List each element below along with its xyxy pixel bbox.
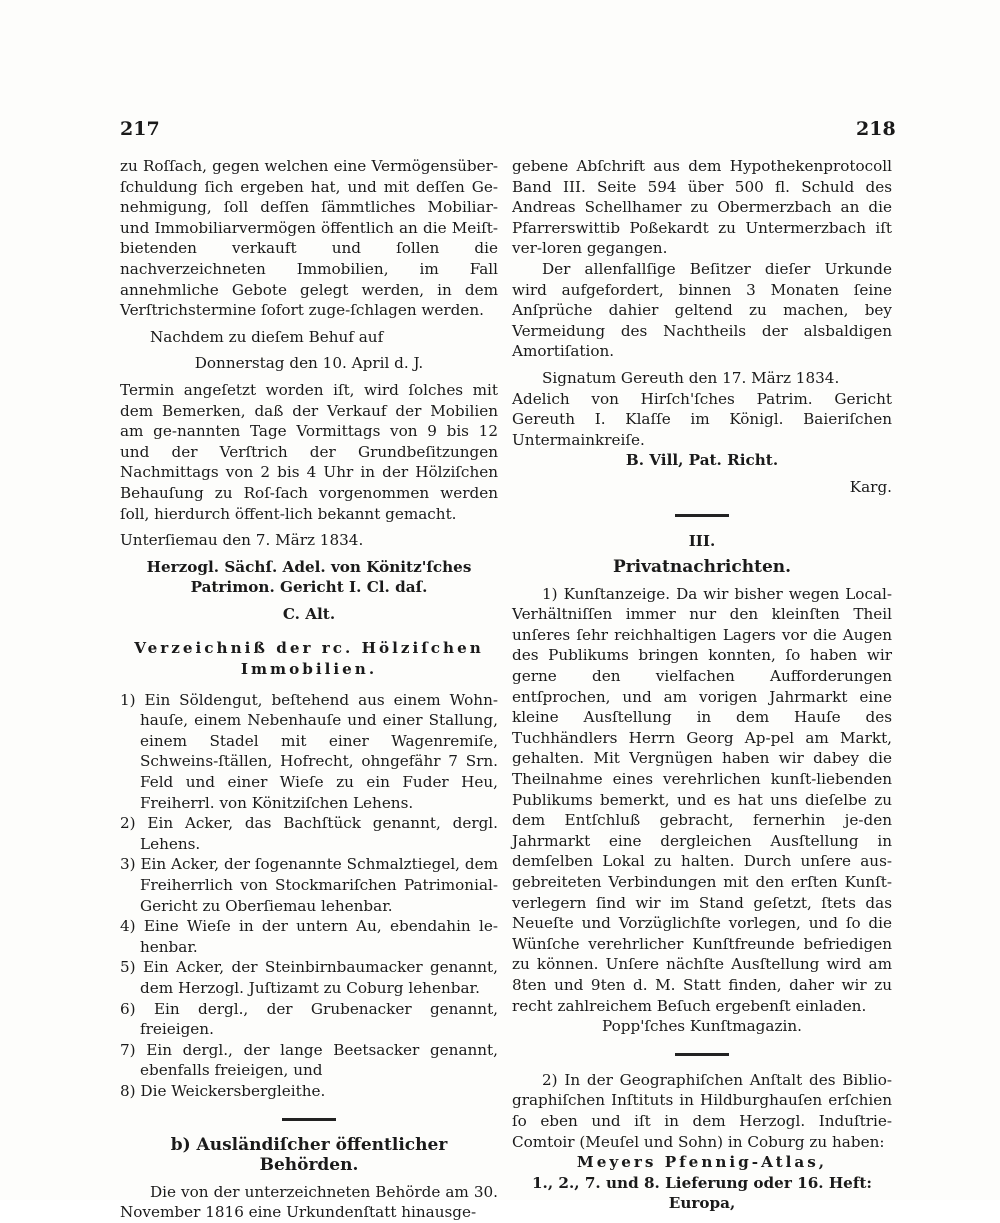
left-column <box>120 156 498 1223</box>
inventory-heading: Verzeichniß der rc. Hölziſchen Immobilien. <box>134 639 484 679</box>
section-b-heading: b) Ausländiſcher öffentlicher Behörden. <box>170 1134 448 1176</box>
place-date-line: Unterſiemau den 7. März 1834. <box>120 531 364 550</box>
signature-vill: B. Vill, Pat. Richt. <box>625 451 779 470</box>
section-divider <box>282 1118 336 1121</box>
paragraph-estate-sale: zu Roſſach, gegen welchen eine Vermögensüber-ſchuldung ſich ergeben hat, und mit deſſen Ge-nehmigung, ſoll deſſen ſämmtliches Mobiliar- und Immobiliarvermögen öffentlich an die Meiſt-bietenden verkauft und ſollen die nachverzeichneten Immobilien, im Fall annehmliche Gebote gelegt werden, in dem Verſtrichstermine ſofort zuge-ſchlagen werden. <box>120 157 498 320</box>
atlas-title: Meyers Pfennig-Atlas, <box>576 1153 828 1172</box>
atlas-subtitle: 1., 2., 7. und 8. Lieferung oder 16. Heft: Europa, <box>531 1173 872 1213</box>
list-item: 1) Ein Söldengut, beſtehend aus einem Wohn-hauſe, einem Nebenhauſe und einer Stallung, einem Stadel mit einer Wagenremiſe, Schweins-ſtällen, Hofrecht, ohngefähr 7 Srn. Feld und einer Wieſe zu ein Fuder Heu, Freiherrl. von Könitziſchen Lehens. <box>120 690 498 812</box>
section-number: III. <box>688 531 716 550</box>
section-b-text: Die von der unterzeichneten Behörde am 30. November 1816 eine Urkundenſtatt hinausge- <box>120 1182 498 1222</box>
list-item: 8) Die Weickersbergleithe. <box>120 1081 326 1100</box>
date-line: Donnerstag den 10. April d. J. <box>194 354 424 373</box>
list-item: 2) Ein Acker, das Bachſtück genannt, dergl. Lehens. <box>120 814 498 853</box>
page-number-left: 217 <box>120 118 160 140</box>
signature-alt: C. Alt. <box>282 604 336 623</box>
court-name-gereuth: Adelich von Hirſch'ſches Patrim. Gericht Gereuth I. Klaſſe im Königl. Baieriſchen Untermainkreiſe. <box>512 389 892 449</box>
paragraph-purpose: Nachdem zu dieſem Behuf auf <box>150 327 384 346</box>
section-divider <box>675 1053 729 1056</box>
paragraph-claim-notice: Der allenfallſige Beſitzer dieſer Urkunde wird aufgefordert, binnen 3 Monaten ſeine Anſprüche dahier geltend zu machen, bey Vermeidung des Nachtheils der alsbaldigen Amortiſation. <box>512 259 892 361</box>
list-item: 7) Ein dergl., der lange Beetsacker genannt, ebenfalls freieigen, und <box>120 1040 498 1080</box>
page-number-right: 218 <box>856 118 896 140</box>
notice-atlas: 2) In der Geographiſchen Anſtalt des Biblio-graphiſchen Inſtituts in Hildburghauſen erſchien ſo eben und iſt in dem Herzogl. Induſtrie-Comtoir (Meuſel und Sohn) in Coburg zu haben: <box>512 1070 892 1151</box>
court-name: Herzogl. Sächſ. Adel. von Könitz'ſches Patrimon. Gericht I. Cl. daſ. <box>146 557 472 597</box>
paragraph-lost-document: gebene Abſchrift aus dem Hypothekenprotocoll Band III. Seite 594 über 500 fl. Schuld des Andreas Schellhamer zu Obermerzbach an die Pfarrerswittib Poßekardt zu Untermerzbach iſt ver-loren gegangen. <box>512 157 892 258</box>
list-item: 3) Ein Acker, der ſogenannte Schmalztiegel, dem Freiherrlich von Stockmariſchen Patrimonial-Gericht zu Oberſiemau lehenbar. <box>120 855 498 915</box>
inventory-list <box>120 690 498 1102</box>
section-divider <box>675 514 729 517</box>
list-item: 6) Ein dergl., der Grubenacker genannt, freieigen. <box>120 999 498 1039</box>
list-item: 4) Eine Wieſe in der untern Au, ebendahin le-henbar. <box>120 917 498 956</box>
signatum-line: Signatum Gereuth den 17. März 1834. <box>542 368 840 387</box>
notice-art-signature: Popp'ſches Kunſtmagazin. <box>602 1017 802 1036</box>
section-title: Privatnachrichten. <box>612 557 792 578</box>
right-column <box>512 156 892 1214</box>
notice-art: 1) Kunſtanzeige. Da wir bisher wegen Local-Verhältniſſen immer nur den kleinſten Theil unſeres ſehr reichhaltigen Lagers vor die Augen des Publikums bringen konnten, ſo haben wir gerne den vielfachen Aufforderungen entſprochen, und am vorigen Jahrmarkt eine kleine Ausſtellung in dem Hauſe des Tuchhändlers Herrn Georg Ap-pel am Markt, gehalten. Mit Vergnügen haben wir dabey die Theilnahme eines verehrlichen kunſt-liebenden Publikums bemerkt, und es hat uns dieſelbe zu dem Entſchluß gebracht, fernerhin je-den Jahrmarkt eine dergleichen Ausſtellung in demſelben Lokal zu halten. Durch unſere aus-gebreiteten Verbindungen mit den erſten Kunſt-verlegern ſind wir im Stand geſetzt, ſtets das Neueſte und Vorzüglichſte vorlegen, und ſo die Wünſche verehrlicher Kunſtfreunde befriedigen zu können. Unſere nächſte Ausſtellung wird am 8ten und 9ten d. M. Statt finden, daher wir zu recht zahlreichem Beſuch ergebenſt einladen. <box>512 584 892 1015</box>
paragraph-term: Termin angeſetzt worden iſt, wird ſolches mit dem Bemerken, daß der Verkauf der Mobilien am ge-nannten Tage Vormittags von 9 bis 12 und der Verſtrich der Grundbeſitzungen Nachmittags von 2 bis 4 Uhr in der Hölziſchen Behauſung zu Roſ-ſach vorgenommen werden ſoll, hierdurch öffent-lich bekannt gemacht. <box>120 380 498 523</box>
list-item: 5) Ein Acker, der Steinbirnbaumacker genannt, dem Herzogl. Juſtizamt zu Coburg lehenbar. <box>120 958 498 997</box>
signature-karg: Karg. <box>849 477 892 496</box>
